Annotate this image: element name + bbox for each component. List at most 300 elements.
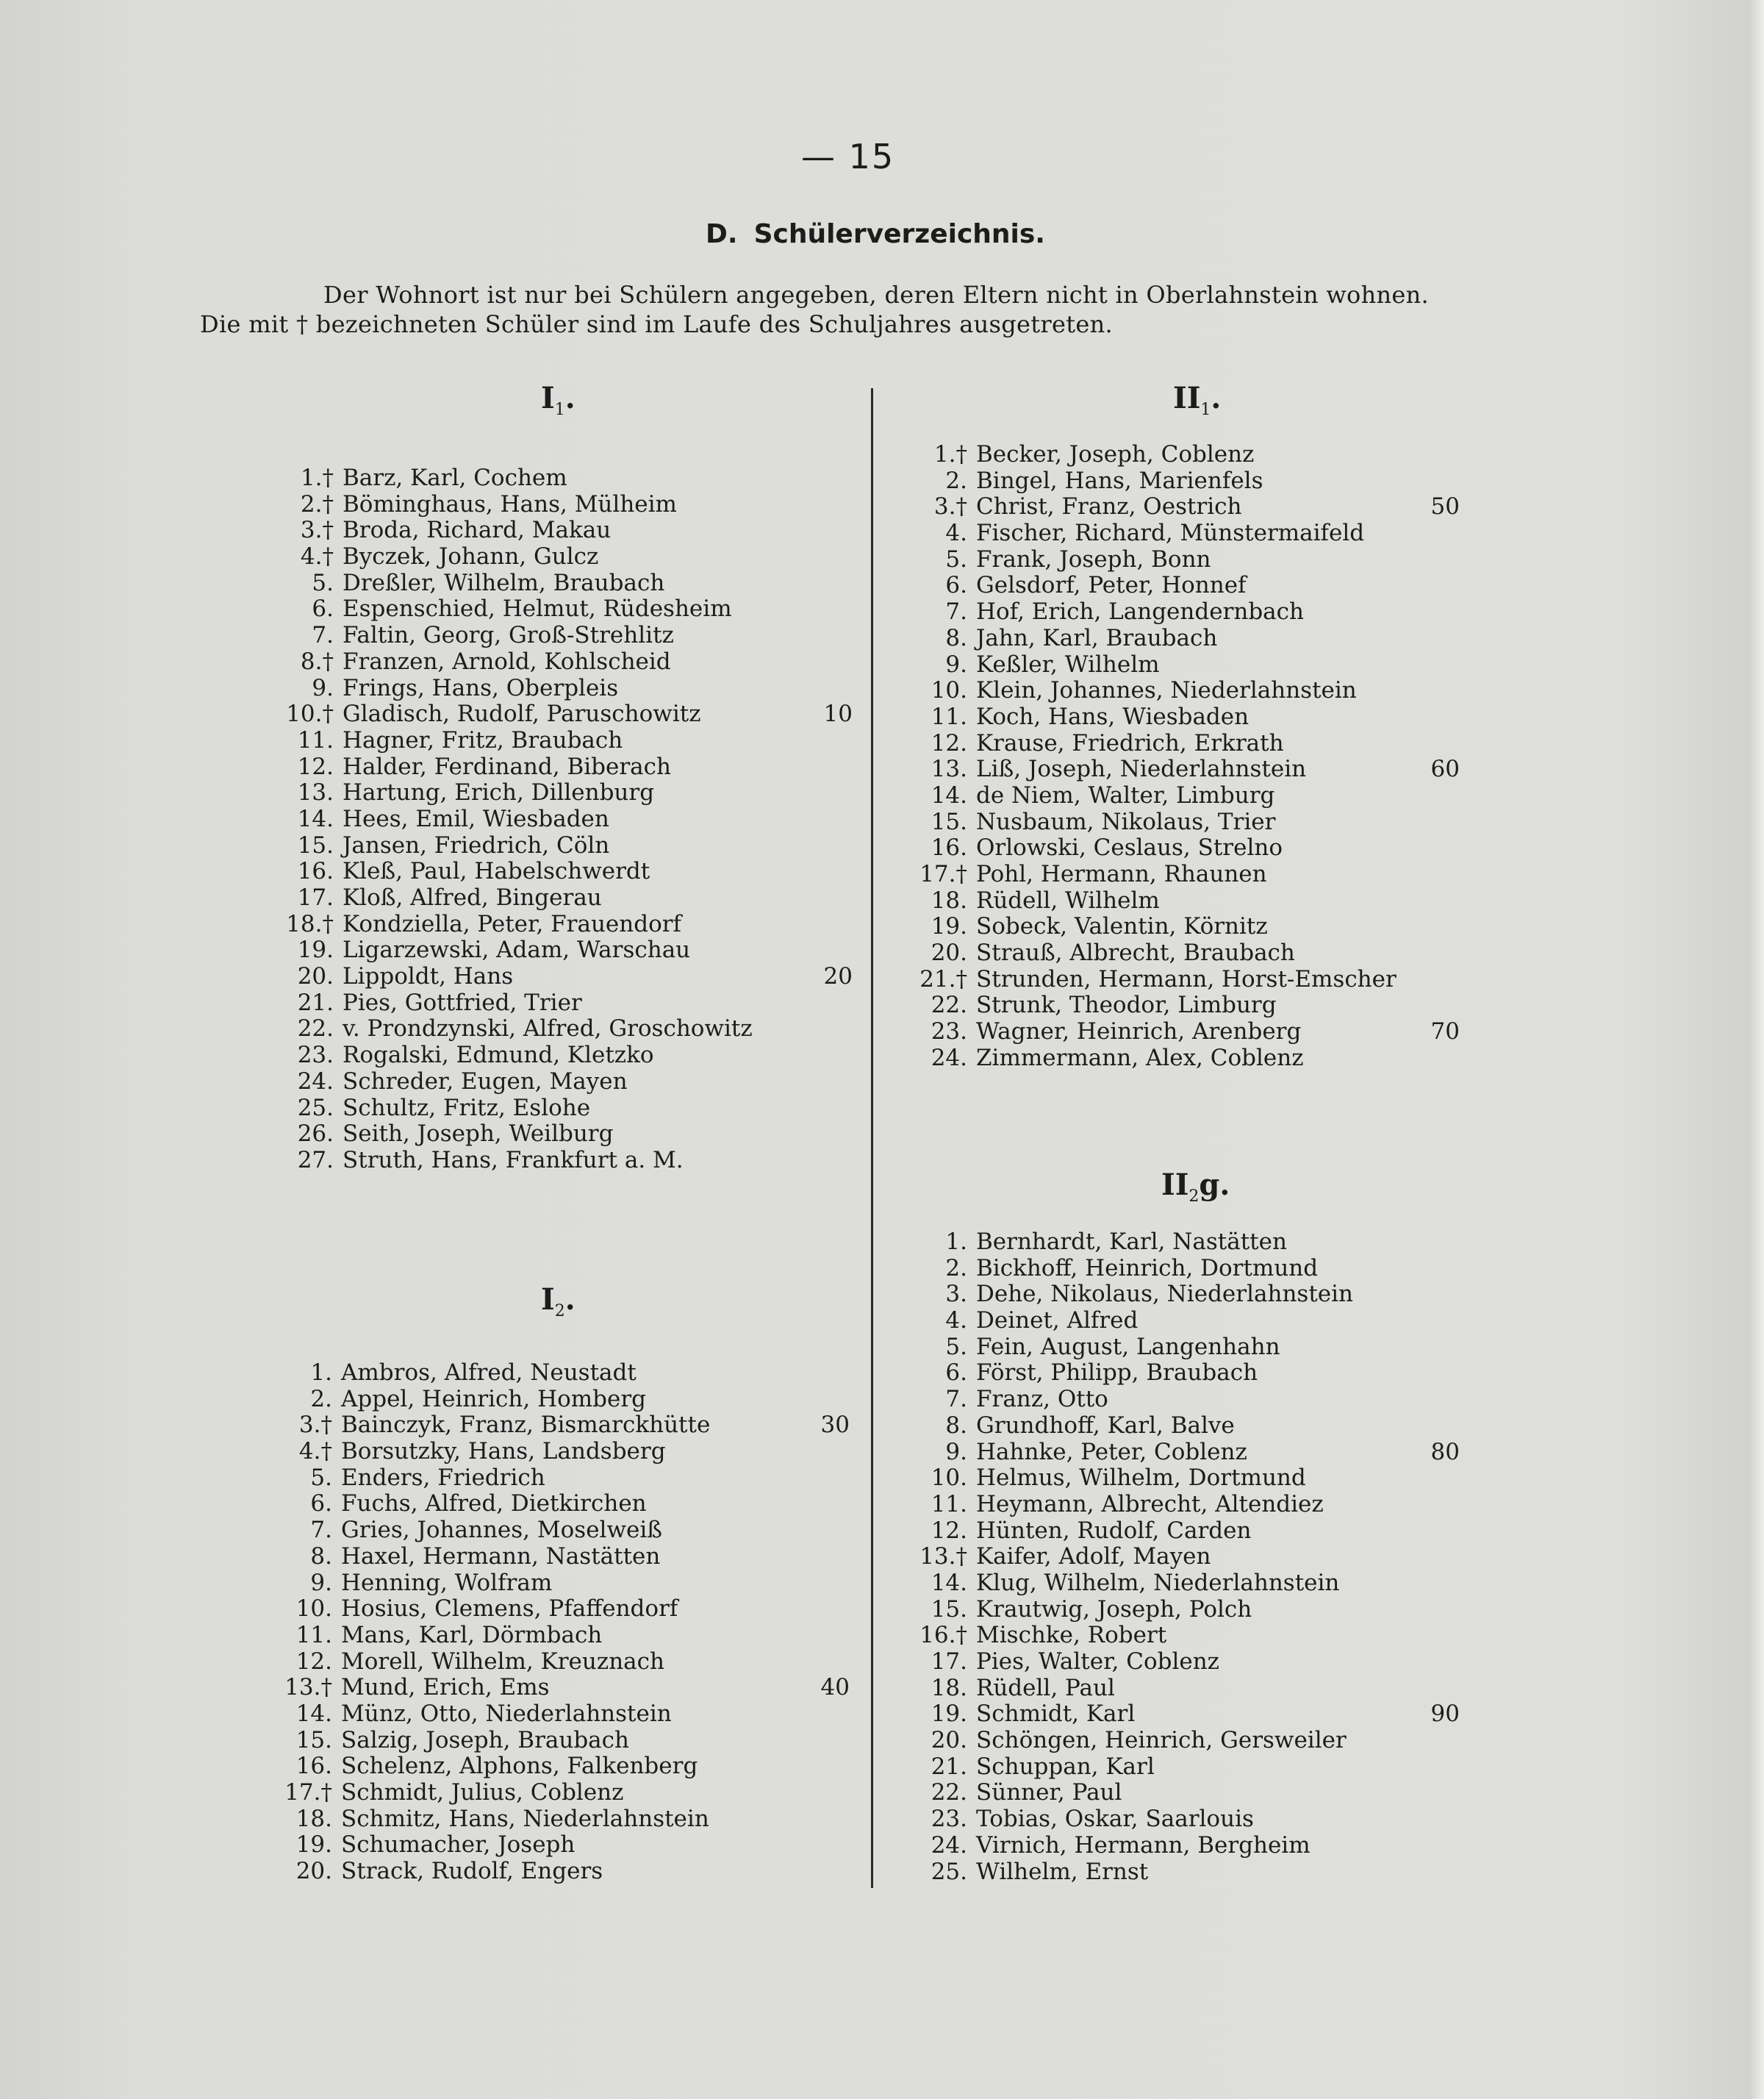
entry-number: 2. <box>945 467 967 494</box>
student-entry: Hünten, Rudolf, Carden <box>976 1517 1252 1544</box>
list-item <box>298 1412 850 1439</box>
list-item <box>931 1490 1483 1518</box>
entry-number: 2. <box>310 1385 332 1412</box>
student-list-ii1 <box>919 441 1483 1072</box>
student-entry: Salzig, Joseph, Braubach <box>341 1726 629 1753</box>
entry-number: 23. <box>931 1806 967 1833</box>
section-label: I <box>541 381 555 415</box>
list-item <box>310 1490 841 1517</box>
section-heading-ii1 <box>1173 381 1221 419</box>
entry-number: 17. <box>931 1648 967 1675</box>
list-item <box>945 520 1483 547</box>
entry-number: 1.† <box>300 465 334 491</box>
entry-number: 19. <box>297 937 334 964</box>
student-entry: Kaifer, Adolf, Mayen <box>976 1543 1211 1570</box>
student-entry: Krautwig, Joseph, Polch <box>976 1595 1252 1623</box>
entry-number: 16. <box>297 858 334 885</box>
running-count: 80 <box>1430 1438 1460 1465</box>
student-entry: Becker, Joseph, Coblenz <box>976 441 1255 468</box>
list-item <box>931 1595 1483 1623</box>
student-entry: Hof, Erich, Langendernbach <box>976 598 1304 626</box>
student-entry: Bainczyk, Franz, Bismarckhütte <box>341 1412 711 1439</box>
entry-number: 21. <box>297 989 334 1016</box>
student-entry: Koch, Hans, Wiesbaden <box>976 703 1250 730</box>
list-item <box>297 1146 842 1174</box>
list-item <box>931 940 1483 967</box>
student-entry: Orlowski, Ceslaus, Strelno <box>976 834 1283 862</box>
entry-number: 13.† <box>284 1674 332 1701</box>
student-entry: Morell, Wilhelm, Kreuznach <box>341 1648 664 1675</box>
student-entry: Pohl, Hermann, Rhaunen <box>976 861 1267 887</box>
entry-number: 8.† <box>300 648 334 675</box>
list-item <box>919 965 1483 993</box>
student-entry: Deinet, Alfred <box>976 1307 1139 1334</box>
student-entry: Zimmermann, Alex, Coblenz <box>976 1044 1304 1071</box>
entry-number: 10. <box>931 1465 967 1492</box>
list-item <box>297 858 842 885</box>
student-entry: Klug, Wilhelm, Niederlahnstein <box>976 1569 1340 1596</box>
student-entry: Borsutzky, Hans, Landsberg <box>341 1438 666 1465</box>
student-entry: Hartung, Erich, Dillenburg <box>343 779 655 807</box>
list-item <box>297 1015 842 1043</box>
section-suffix: . <box>564 381 576 415</box>
section-sub: 2 <box>554 1302 565 1320</box>
student-entry: Helmus, Wilhelm, Dortmund <box>976 1465 1306 1492</box>
entry-number: 5. <box>312 569 334 596</box>
student-entry: Henning, Wolfram <box>341 1569 553 1596</box>
student-entry: v. Prondzynski, Alfred, Groschowitz <box>343 1015 753 1043</box>
list-item <box>284 1779 841 1806</box>
entry-number: 8. <box>945 624 967 651</box>
list-item <box>945 1438 1483 1466</box>
section-sub: 1 <box>1200 401 1211 419</box>
entry-number: 27. <box>297 1146 334 1173</box>
student-entry: Wilhelm, Ernst <box>976 1858 1149 1885</box>
entry-number: 5. <box>310 1464 332 1491</box>
list-item <box>931 1648 1483 1676</box>
student-entry: Franz, Otto <box>976 1386 1108 1413</box>
student-entry: Seith, Joseph, Weilburg <box>343 1120 614 1148</box>
entry-number: 19. <box>931 1701 967 1728</box>
entry-number: 20. <box>295 1858 332 1885</box>
student-entry: Halder, Ferdinand, Biberach <box>343 753 671 780</box>
list-item <box>931 1806 1483 1833</box>
entry-number: 12. <box>297 753 334 780</box>
list-item <box>945 651 1483 679</box>
list-item <box>945 1386 1483 1413</box>
student-entry: Sünner, Paul <box>976 1779 1122 1806</box>
entry-number: 12. <box>931 1517 967 1544</box>
note-residence: Der Wohnort ist nur bei Schülern angegeben, deren Eltern nicht in Oberlahnstein wohnen. <box>323 281 1430 309</box>
list-item <box>295 1726 841 1754</box>
student-list-i1 <box>286 465 853 1174</box>
entry-number: 14. <box>295 1700 332 1727</box>
list-item <box>312 569 842 597</box>
section-heading-i2 <box>541 1282 576 1320</box>
entry-number: 7. <box>312 622 334 649</box>
list-item <box>297 937 842 964</box>
student-entry: Broda, Richard, Makau <box>343 517 612 544</box>
entry-number: 24. <box>931 1831 967 1859</box>
student-entry: Appel, Heinrich, Homberg <box>341 1385 647 1412</box>
list-item <box>286 910 842 938</box>
running-count: 50 <box>1430 493 1460 521</box>
list-item <box>300 490 842 518</box>
entry-number: 18. <box>295 1805 332 1832</box>
student-entry: Strack, Rudolf, Engers <box>341 1858 603 1885</box>
student-entry: Schmidt, Julius, Coblenz <box>341 1779 624 1806</box>
list-item <box>312 674 842 702</box>
list-item <box>295 1621 841 1649</box>
student-entry: Espenschied, Helmut, Rüdesheim <box>343 596 732 623</box>
student-entry: Struth, Hans, Frankfurt a. M. <box>343 1146 684 1173</box>
student-entry: Strunk, Theodor, Limburg <box>976 992 1277 1019</box>
student-entry: Schöngen, Heinrich, Gersweiler <box>976 1727 1347 1754</box>
list-item <box>945 1412 1483 1440</box>
student-entry: Grundhoff, Karl, Balve <box>976 1412 1235 1439</box>
list-item <box>300 517 842 544</box>
student-entry: Mischke, Robert <box>976 1622 1167 1649</box>
student-entry: Hagner, Fritz, Braubach <box>343 726 623 754</box>
entry-number: 21.† <box>919 965 967 993</box>
student-entry: Faltin, Georg, Groß-Strehlitz <box>343 622 674 649</box>
student-entry: Kleß, Paul, Habelschwerdt <box>343 858 650 885</box>
student-entry: Schmitz, Hans, Niederlahnstein <box>341 1805 709 1832</box>
note-withdrawn: Die mit † bezeichneten Schüler sind im Laufe des Schuljahres ausgetreten. <box>200 310 1114 338</box>
entry-number: 13. <box>297 779 334 807</box>
list-item <box>310 1464 841 1492</box>
entry-number: 3. <box>945 1281 967 1308</box>
list-item <box>297 1120 842 1148</box>
list-item <box>297 963 853 990</box>
student-entry: Schultz, Fritz, Eslohe <box>343 1094 591 1121</box>
entry-number: 7. <box>310 1517 332 1544</box>
student-entry: Bingel, Hans, Marienfels <box>976 467 1263 494</box>
entry-number: 3.† <box>300 517 334 544</box>
section-suffix: g. <box>1199 1167 1230 1202</box>
running-count: 10 <box>823 701 853 728</box>
entry-number: 11. <box>295 1621 332 1648</box>
entry-number: 13.† <box>919 1543 967 1570</box>
entry-number: 9. <box>310 1569 332 1596</box>
list-item <box>297 989 842 1017</box>
list-item <box>931 1044 1483 1072</box>
list-item <box>945 1359 1483 1387</box>
student-entry: Kloß, Alfred, Bingerau <box>343 884 602 911</box>
entry-number: 17. <box>297 884 334 911</box>
list-item <box>945 572 1483 599</box>
student-entry: Fein, August, Langenhahn <box>976 1333 1280 1360</box>
entry-number: 13. <box>931 756 967 783</box>
list-item <box>310 1359 841 1387</box>
list-item <box>945 1229 1483 1256</box>
list-item <box>310 1542 841 1570</box>
list-item <box>295 1753 841 1780</box>
list-item <box>931 834 1483 862</box>
student-entry: Hees, Emil, Wiesbaden <box>343 805 609 832</box>
student-list-ii2g <box>919 1229 1483 1885</box>
list-item <box>931 1018 1483 1045</box>
title-text: Schülerverzeichnis. <box>753 219 1045 249</box>
entry-number: 11. <box>297 726 334 754</box>
list-item <box>295 1805 841 1833</box>
list-item <box>310 1569 841 1597</box>
list-item <box>931 782 1483 809</box>
column-divider <box>871 388 873 1888</box>
list-item <box>931 729 1483 757</box>
list-item <box>931 756 1483 783</box>
student-entry: Heymann, Albrecht, Altendiez <box>976 1490 1324 1517</box>
list-item <box>300 465 842 492</box>
section-suffix: . <box>1211 381 1222 415</box>
entry-number: 18. <box>931 887 967 914</box>
list-item <box>297 832 842 859</box>
list-item <box>297 1094 842 1122</box>
student-entry: Rogalski, Edmund, Kletzko <box>343 1042 654 1069</box>
list-item <box>919 1543 1483 1570</box>
list-item <box>312 596 842 623</box>
student-entry: Gelsdorf, Peter, Honnef <box>976 572 1247 599</box>
entry-number: 5. <box>945 1333 967 1360</box>
title-letter: D. <box>706 219 738 249</box>
entry-number: 20. <box>931 940 967 967</box>
list-item <box>300 543 842 571</box>
student-entry: Bickhoff, Heinrich, Dortmund <box>976 1254 1319 1281</box>
student-entry: Gladisch, Rudolf, Paruschowitz <box>343 701 701 728</box>
entry-number: 6. <box>945 1359 967 1387</box>
entry-number: 15. <box>931 808 967 835</box>
entry-number: 18. <box>931 1674 967 1701</box>
list-item <box>933 493 1483 521</box>
entry-number: 9. <box>945 651 967 678</box>
student-entry: Sobeck, Valentin, Körnitz <box>976 913 1268 940</box>
list-item <box>945 598 1483 626</box>
student-entry: Barz, Karl, Cochem <box>343 465 567 491</box>
entry-number: 4. <box>945 520 967 547</box>
section-label: I <box>541 1282 555 1317</box>
student-entry: Jahn, Karl, Braubach <box>976 624 1218 651</box>
student-entry: Nusbaum, Nikolaus, Trier <box>976 808 1276 835</box>
list-item <box>297 1068 842 1095</box>
student-entry: Strauß, Albrecht, Braubach <box>976 940 1295 967</box>
student-entry: Fuchs, Alfred, Dietkirchen <box>341 1490 647 1517</box>
entry-number: 2. <box>945 1254 967 1281</box>
entry-number: 10. <box>931 677 967 704</box>
entry-number: 19. <box>931 913 967 940</box>
list-item <box>295 1595 841 1623</box>
entry-number: 7. <box>945 598 967 626</box>
entry-number: 16. <box>295 1753 332 1780</box>
student-entry: de Niem, Walter, Limburg <box>976 782 1275 809</box>
student-entry: Wagner, Heinrich, Arenberg <box>976 1018 1302 1045</box>
entry-number: 4.† <box>298 1438 332 1465</box>
entry-number: 22. <box>931 992 967 1019</box>
student-entry: Lippoldt, Hans <box>343 963 514 990</box>
entry-number: 1. <box>310 1359 332 1386</box>
entry-number: 12. <box>295 1648 332 1675</box>
student-entry: Ligarzewski, Adam, Warschau <box>343 937 691 964</box>
student-entry: Enders, Friedrich <box>341 1464 545 1491</box>
list-item <box>295 1831 841 1859</box>
student-entry: Kondziella, Peter, Frauendorf <box>343 910 682 937</box>
entry-number: 9. <box>945 1438 967 1465</box>
entry-number: 1.† <box>933 441 967 468</box>
entry-number: 10.† <box>286 701 334 728</box>
student-entry: Krause, Friedrich, Erkrath <box>976 729 1284 757</box>
entry-number: 22. <box>297 1015 334 1043</box>
entry-number: 19. <box>295 1831 332 1859</box>
student-entry: Schuppan, Karl <box>976 1753 1155 1780</box>
entry-number: 15. <box>295 1726 332 1753</box>
list-item <box>945 1281 1483 1308</box>
list-item <box>312 622 842 649</box>
list-item <box>297 753 842 781</box>
entry-number: 2.† <box>300 490 334 518</box>
list-item <box>297 779 842 807</box>
list-item <box>945 1307 1483 1334</box>
list-item <box>931 913 1483 940</box>
entry-number: 4. <box>945 1307 967 1334</box>
list-item <box>300 648 842 676</box>
entry-number: 23. <box>931 1018 967 1045</box>
entry-number: 15. <box>297 832 334 859</box>
entry-number: 3.† <box>298 1412 332 1439</box>
list-item <box>945 467 1483 495</box>
entry-number: 25. <box>931 1858 967 1885</box>
running-count: 20 <box>823 963 853 990</box>
student-entry: Pies, Walter, Coblenz <box>976 1648 1220 1675</box>
list-item <box>931 1831 1483 1859</box>
student-entry: Keßler, Wilhelm <box>976 651 1160 678</box>
entry-number: 3.† <box>933 493 967 521</box>
student-entry: Böminghaus, Hans, Mülheim <box>343 490 677 518</box>
list-item <box>295 1648 841 1676</box>
list-item <box>931 1701 1483 1728</box>
student-entry: Bernhardt, Karl, Nastätten <box>976 1229 1287 1255</box>
list-item <box>295 1700 841 1728</box>
student-entry: Rüdell, Wilhelm <box>976 887 1160 914</box>
list-item <box>286 701 853 728</box>
list-item <box>931 1727 1483 1754</box>
entry-number: 6. <box>310 1490 332 1517</box>
student-entry: Frank, Joseph, Bonn <box>976 546 1211 573</box>
student-entry: Tobias, Oskar, Saarlouis <box>976 1806 1254 1833</box>
entry-number: 24. <box>931 1044 967 1071</box>
section-heading-i1 <box>541 381 576 419</box>
list-item <box>931 992 1483 1019</box>
student-entry: Hahnke, Peter, Coblenz <box>976 1438 1247 1465</box>
list-item <box>931 1753 1483 1781</box>
entry-number: 26. <box>297 1120 334 1148</box>
student-entry: Schumacher, Joseph <box>341 1831 576 1859</box>
list-item <box>284 1674 850 1701</box>
entry-number: 6. <box>312 596 334 623</box>
entry-number: 20. <box>931 1727 967 1754</box>
student-entry: Schmidt, Karl <box>976 1701 1136 1728</box>
entry-number: 11. <box>931 703 967 730</box>
list-item <box>919 1622 1483 1649</box>
student-list-i2 <box>284 1359 850 1885</box>
entry-number: 11. <box>931 1490 967 1517</box>
student-entry: Mans, Karl, Dörmbach <box>341 1621 603 1648</box>
list-item <box>933 441 1483 468</box>
entry-number: 14. <box>931 782 967 809</box>
list-item <box>931 808 1483 836</box>
list-item <box>945 624 1483 652</box>
entry-number: 14. <box>297 805 334 832</box>
list-item <box>931 1674 1483 1702</box>
section-label: II <box>1173 381 1201 415</box>
student-entry: Haxel, Hermann, Nastätten <box>341 1542 661 1570</box>
student-entry: Franzen, Arnold, Kohlscheid <box>343 648 671 675</box>
section-suffix: . <box>564 1282 576 1317</box>
entry-number: 22. <box>931 1779 967 1806</box>
running-count: 70 <box>1430 1018 1460 1045</box>
entry-number: 6. <box>945 572 967 599</box>
student-entry: Jansen, Friedrich, Cöln <box>343 832 610 859</box>
student-entry: Strunden, Hermann, Horst-Emscher <box>976 965 1396 993</box>
list-item <box>931 1779 1483 1806</box>
entry-number: 18.† <box>286 910 334 937</box>
student-entry: Rüdell, Paul <box>976 1674 1115 1701</box>
student-entry: Liß, Joseph, Niederlahnstein <box>976 756 1307 783</box>
list-item <box>931 703 1483 731</box>
student-entry: Dreßler, Wilhelm, Braubach <box>343 569 665 596</box>
entry-number: 12. <box>931 729 967 757</box>
student-entry: Frings, Hans, Oberpleis <box>343 674 619 701</box>
list-item <box>297 805 842 833</box>
list-item <box>931 1858 1483 1886</box>
list-item <box>945 1333 1483 1361</box>
page-title <box>706 219 1045 249</box>
entry-number: 5. <box>945 546 967 573</box>
student-entry: Klein, Johannes, Niederlahnstein <box>976 677 1357 704</box>
student-entry: Virnich, Hermann, Bergheim <box>976 1831 1311 1859</box>
entry-number: 17.† <box>284 1779 332 1806</box>
list-item <box>310 1517 841 1544</box>
student-entry: Dehe, Nikolaus, Niederlahnstein <box>976 1281 1353 1308</box>
entry-number: 8. <box>945 1412 967 1439</box>
section-sub: 1 <box>554 401 565 419</box>
entry-number: 21. <box>931 1753 967 1780</box>
entry-number: 23. <box>297 1042 334 1069</box>
list-item <box>931 1517 1483 1545</box>
list-item <box>931 887 1483 915</box>
section-heading-ii2g <box>1161 1167 1230 1206</box>
list-item <box>931 1569 1483 1597</box>
list-item <box>297 884 842 912</box>
list-item <box>945 546 1483 573</box>
list-item <box>919 861 1483 888</box>
student-entry: Fischer, Richard, Münstermaifeld <box>976 520 1365 547</box>
list-item <box>297 726 842 754</box>
student-entry: Byczek, Johann, Gulcz <box>343 543 599 571</box>
running-count: 60 <box>1430 756 1460 783</box>
entry-number: 17.† <box>919 861 967 887</box>
entry-number: 14. <box>931 1569 967 1596</box>
student-entry: Först, Philipp, Braubach <box>976 1359 1258 1387</box>
entry-number: 10. <box>295 1595 332 1623</box>
student-entry: Münz, Otto, Niederlahnstein <box>341 1700 672 1727</box>
list-item <box>931 1465 1483 1492</box>
running-count: 40 <box>820 1674 850 1701</box>
student-entry: Pies, Gottfried, Trier <box>343 989 582 1016</box>
student-entry: Hosius, Clemens, Pfaffendorf <box>341 1595 678 1623</box>
entry-number: 8. <box>310 1542 332 1570</box>
entry-number: 20. <box>297 963 334 990</box>
list-item <box>931 677 1483 704</box>
section-label: II <box>1161 1167 1189 1202</box>
